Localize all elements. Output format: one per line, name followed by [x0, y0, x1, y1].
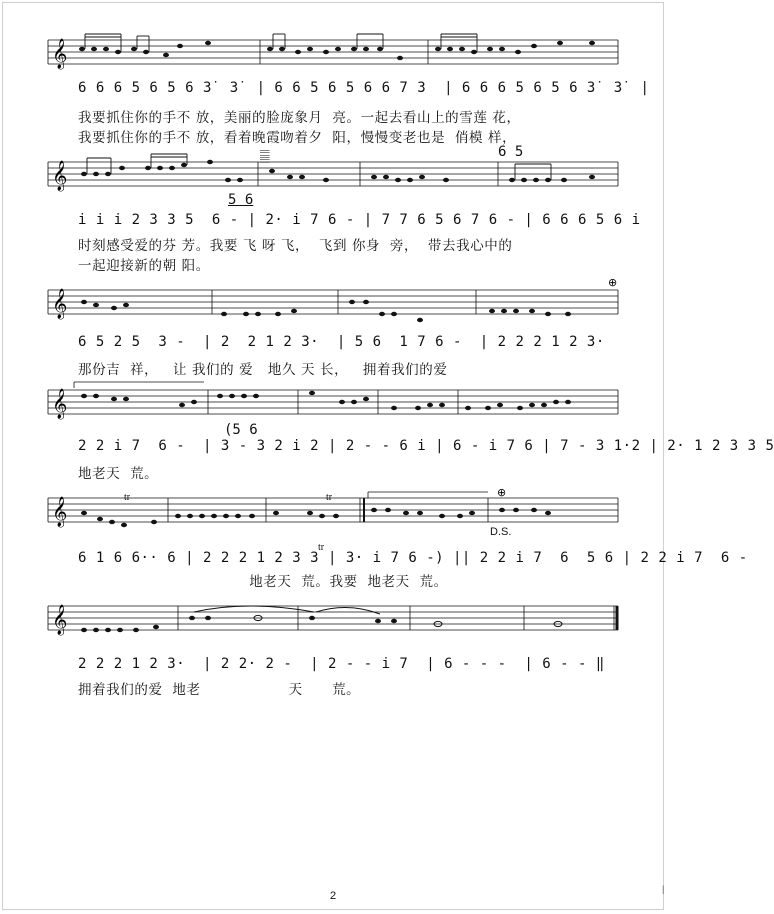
page-number: 2 [330, 890, 337, 902]
svg-text:⊕: ⊕ [608, 276, 618, 289]
lyric-line-4a: 地老天 荒。 [78, 466, 159, 482]
lyric-line-3a: 那份吉 祥， 让 我们的 爱 地久 天 长， 拥着我们的爱 [78, 362, 448, 378]
staff-3 [48, 278, 618, 322]
lyric-line-2b: 一起迎接新的朝 阳。 [78, 258, 210, 274]
numbered-notation-2: i i i 2 3 3 5 6 - | 2· i 7 6 - | 7 7 6 5 6 7 6 - | 6 6 6 5 6 i [78, 212, 641, 228]
ds-marking: D.S. [490, 526, 512, 538]
upper-notation-2a: 5 6 [228, 192, 254, 208]
svg-text:𝄞: 𝄞 [52, 39, 68, 69]
staff-6 [48, 594, 618, 638]
corner-mark: | [662, 884, 665, 894]
numbered-notation-3: 6 5 2 5 3 - | 2 2 1 2 3· | 5 6 1 7 6 - | 2 2 2 1 2 3· [78, 334, 605, 350]
svg-text:𝄞: 𝄞 [52, 289, 68, 319]
numbered-notation-4: 2 2 i 7 6 - | 3 - 3 2 i 2 | 2 - - 6 i | 6 - i 7 6 | 7 - 3 1·2 | 2· 1 2 3 3 5 [78, 438, 774, 454]
staff-1 [48, 28, 618, 72]
upper-notation-4: (5 6 [224, 422, 258, 438]
lyric-line-2a: 时刻感受爱的芬 芳。我要 飞 呀 飞， 飞到 你身 旁， 带去我心中的 [78, 238, 513, 254]
lyric-line-1a: 我要抓住你的手不 放，美丽的脸庞象月 亮。一起去看山上的雪莲 花， [78, 110, 521, 126]
trill-mark-3: tr [318, 542, 325, 553]
svg-text:𝄞: 𝄞 [52, 497, 68, 527]
upper-notation-2b: 6 5 [498, 144, 524, 160]
numbered-notation-6: 2 2 2 1 2 3· | 2 2· 2 - | 2 - - i 7 | 6 - - - | 6 - - ‖ [78, 656, 605, 672]
trill-mark-2: tr [326, 492, 333, 503]
svg-text:𝄛: 𝄛 [260, 149, 270, 163]
svg-text:𝄞: 𝄞 [52, 605, 68, 635]
svg-text:⊕: ⊕ [497, 486, 507, 499]
staff-2 [48, 150, 618, 194]
svg-text:𝄞: 𝄞 [52, 389, 68, 419]
staff-4 [48, 378, 618, 422]
numbered-notation-1: 6 6 6 5 6 5 6 3̇ 3̇ | 6 6 5 6 5 6 6 7 3 | 6 6 6 5 6 5 6 3̇ 3̇ | [78, 80, 650, 96]
lyric-line-1b: 我要抓住你的手不 放，看着晚霞吻着夕 阳，慢慢变老也是 俏模 样， [78, 130, 517, 146]
lyric-line-6a: 拥着我们的爱 地老 天 荒。 [78, 682, 361, 698]
svg-text:𝄞: 𝄞 [52, 161, 68, 191]
numbered-notation-5: 6 1 6 6·· 6 | 2 2 2 1 2 3 3 | 3· i 7 6 -) || 2 2 i 7 6 5 6 | 2 2 i 7 6 - [78, 550, 748, 566]
trill-mark-1: tr [124, 492, 131, 503]
lyric-line-5a: 地老天 荒。我要 地老天 荒。 [78, 574, 448, 590]
staff-5 [48, 486, 618, 530]
